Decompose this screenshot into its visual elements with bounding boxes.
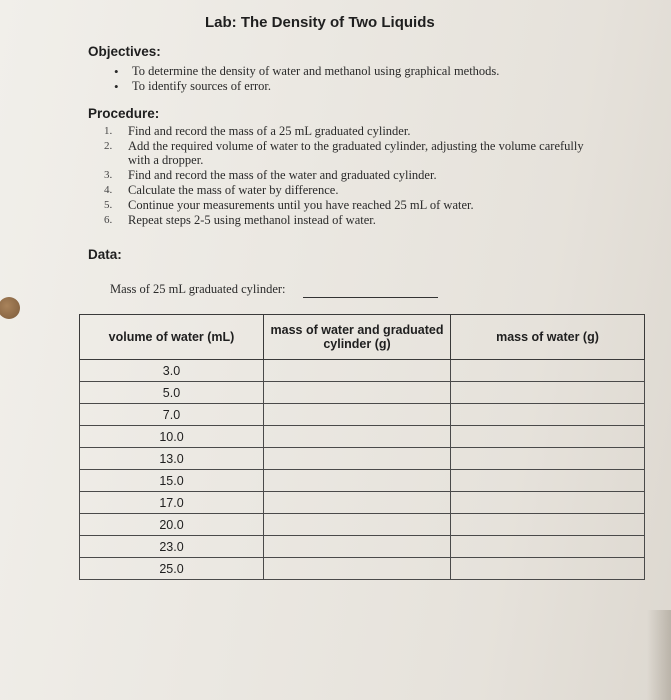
step-number: 5. [104,199,113,211]
mass-total-cell[interactable] [264,514,451,536]
binder-hole [0,297,20,319]
table-row [80,470,645,492]
table-row [80,558,645,580]
mass-total-cell[interactable] [264,360,451,382]
mass-total-cell[interactable] [264,426,451,448]
table-row [80,404,645,426]
bullet-icon: • [114,64,119,79]
step-text: Add the required volume of water to the graduated cylinder, adjusting the volume carefully with a dropper. [128,139,584,167]
mass-total-cell[interactable] [264,470,451,492]
volume-cell: 25.0 [80,558,264,580]
objective-text: To determine the density of water and methanol using graphical methods. [132,64,500,78]
data-table [79,314,645,580]
mass-water-cell[interactable] [451,536,645,558]
page-shadow [647,610,671,700]
volume-cell: 23.0 [80,536,264,558]
mass-total-cell[interactable] [264,448,451,470]
table-header-row [80,315,645,360]
step-text: Repeat steps 2-5 using methanol instead of water. [128,213,376,227]
bullet-icon: • [114,79,119,94]
volume-cell: 10.0 [80,426,264,448]
mass-water-cell[interactable] [451,470,645,492]
step-number: 3. [104,169,113,181]
procedure-step [104,213,604,227]
objective-item [112,79,499,94]
procedure-step [104,183,604,197]
volume-cell: 20.0 [80,514,264,536]
mass-total-cell[interactable] [264,492,451,514]
step-text: Continue your measurements until you have reached 25 mL of water. [128,198,474,212]
step-text: Find and record the mass of the water and graduated cylinder. [128,168,437,182]
volume-cell: 5.0 [80,382,264,404]
volume-cell: 13.0 [80,448,264,470]
volume-cell: 15.0 [80,470,264,492]
objective-text: To identify sources of error. [132,79,272,93]
mass-water-cell[interactable] [451,448,645,470]
mass-water-cell[interactable] [451,426,645,448]
page-title: Lab: The Density of Two Liquids [205,14,435,31]
cylinder-mass-label: Mass of 25 mL graduated cylinder: [110,282,286,296]
mass-water-cell[interactable] [451,492,645,514]
mass-water-cell[interactable] [451,360,645,382]
step-number: 1. [104,125,113,137]
table-row [80,426,645,448]
step-text: Find and record the mass of a 25 mL graduated cylinder. [128,124,411,138]
mass-total-cell[interactable] [264,382,451,404]
procedure-step [104,168,604,182]
procedure-heading: Procedure: [88,106,160,121]
objectives-heading: Objectives: [88,44,161,59]
volume-cell: 17.0 [80,492,264,514]
cylinder-mass-blank[interactable] [303,297,438,298]
step-text: Calculate the mass of water by difference. [128,183,339,197]
mass-water-cell[interactable] [451,558,645,580]
table-row [80,514,645,536]
step-number: 2. [104,140,113,152]
objectives-list [112,64,499,94]
table-row [80,448,645,470]
table-row [80,536,645,558]
step-number: 4. [104,184,113,196]
procedure-step [104,139,604,167]
mass-water-cell[interactable] [451,404,645,426]
procedure-step [104,124,604,138]
volume-cell: 3.0 [80,360,264,382]
step-number: 6. [104,214,113,226]
data-heading: Data: [88,247,122,262]
mass-total-cell[interactable] [264,558,451,580]
header-volume: volume of water (mL) [80,315,264,360]
header-mass-total: mass of water and graduated cylinder (g) [264,315,451,360]
objective-item [112,64,499,79]
volume-cell: 7.0 [80,404,264,426]
mass-total-cell[interactable] [264,536,451,558]
header-mass-water: mass of water (g) [451,315,645,360]
mass-water-cell[interactable] [451,382,645,404]
mass-total-cell[interactable] [264,404,451,426]
table-row [80,382,645,404]
procedure-list [104,124,604,228]
mass-water-cell[interactable] [451,514,645,536]
procedure-step [104,198,604,212]
table-row [80,492,645,514]
table-row [80,360,645,382]
